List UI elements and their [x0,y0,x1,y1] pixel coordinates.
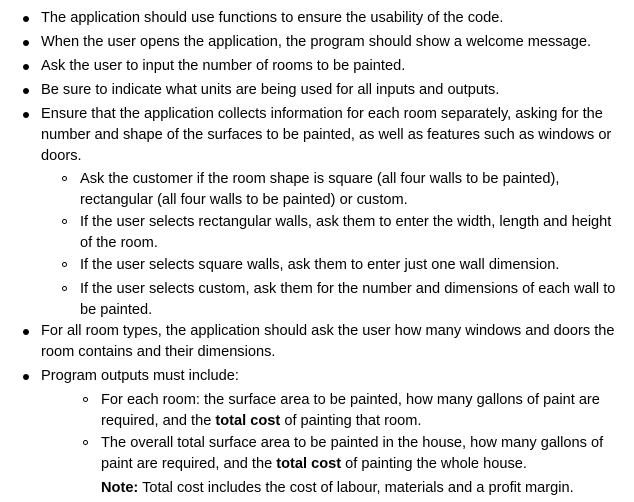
note-label: Note: [101,480,139,496]
sub-bullet-marker [62,219,67,224]
note-text: Total cost includes the cost of labour, materials and a profit margin. [138,480,574,496]
bullet-marker [23,329,29,335]
output-per-room [101,390,611,432]
sub-requirement-custom: If the user selects custom, ask them for the number and dimensions of each wall to be painted. [80,281,616,318]
requirement-rooms: Ask the user to input the number of rooms to be painted. [41,58,406,74]
bullet-marker [23,40,29,46]
total-cost-emphasis: total cost [215,413,281,429]
bullet-marker [23,64,29,70]
sub-bullet-marker [62,286,67,291]
output-whole-house-tail: of painting the whole house. [341,456,527,472]
output-whole-house-text: The overall total surface area to be painted in the house, how many gallons of paint are required, and the [101,435,604,472]
sub-requirement-square: If the user selects square walls, ask them to enter just one wall dimension. [80,257,560,273]
sub-bullet-marker [83,440,88,445]
bullet-marker [23,16,29,22]
cost-note [101,478,621,499]
sub-bullet-marker [62,262,67,267]
sub-requirement-room-shape: Ask the customer if the room shape is square (all four walls to be painted), rectangular (all four walls to be painted) or custom. [80,171,560,208]
output-per-room-text: For each room: the surface area to be painted, how many gallons of paint are required, and the [101,392,600,429]
output-whole-house [101,433,611,475]
requirement-collect-info: Ensure that the application collects information for each room separately, asking for the number and shape of the surfaces to be painted, as well as features such as windows or doors. [41,106,612,164]
bullet-marker [23,112,29,118]
sub-bullet-marker [62,176,67,181]
requirement-welcome: When the user opens the application, the program should show a welcome message. [41,34,592,50]
bullet-marker [23,88,29,94]
requirement-usability: The application should use functions to ensure the usability of the code. [41,10,504,26]
total-cost-emphasis: total cost [276,456,342,472]
bullet-marker [23,374,29,380]
output-per-room-tail: of painting that room. [280,413,422,429]
requirement-units: Be sure to indicate what units are being used for all inputs and outputs. [41,82,500,98]
requirement-outputs: Program outputs must include: [41,368,239,384]
requirement-windows-doors: For all room types, the application should ask the user how many windows and doors the room contains and their dimensions. [41,323,615,360]
sub-bullet-marker [83,397,88,402]
sub-requirement-rectangular: If the user selects rectangular walls, ask them to enter the width, length and height of the room. [80,214,612,251]
